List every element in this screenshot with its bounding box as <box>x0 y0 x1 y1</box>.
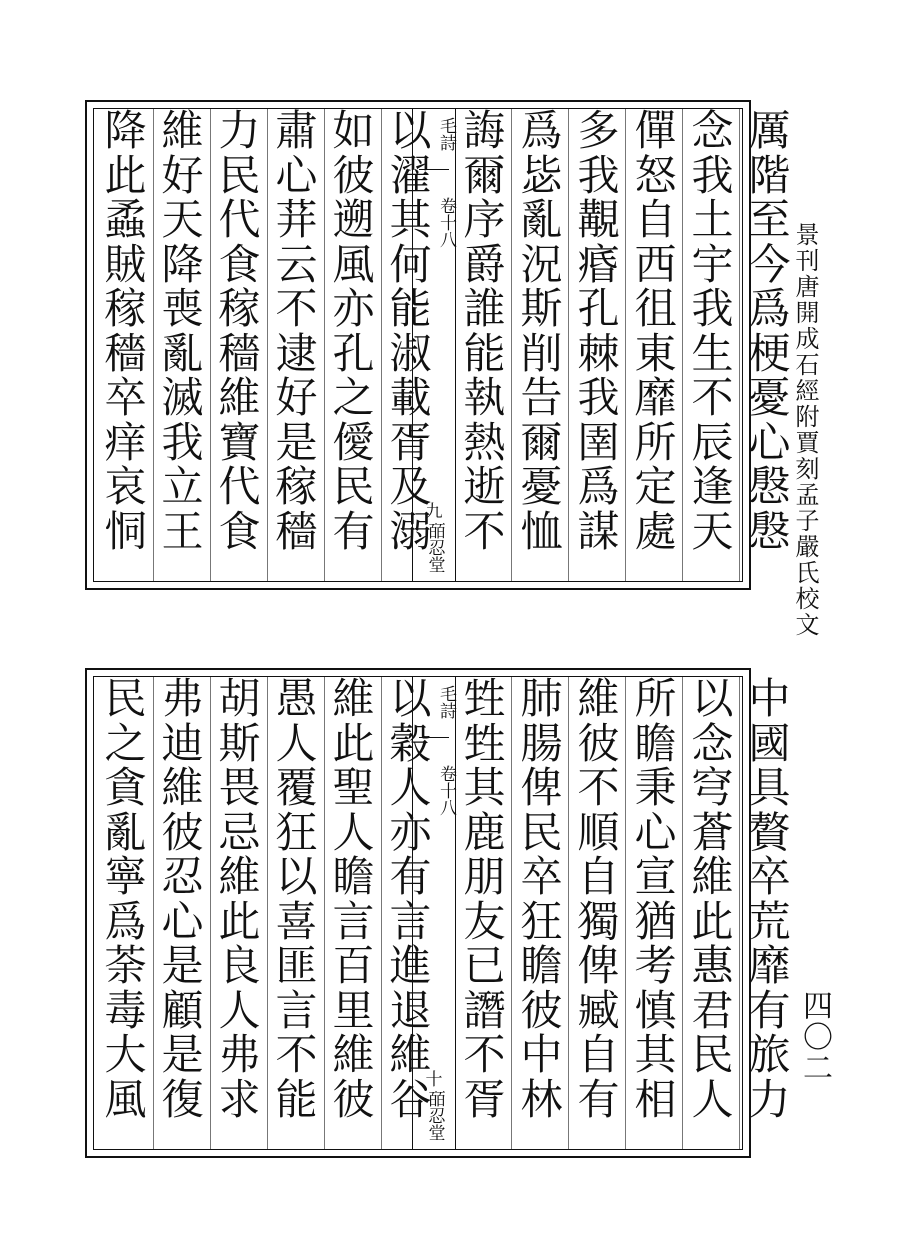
glyph: 所 <box>634 417 677 467</box>
bottom-left-column-6 <box>97 674 154 1149</box>
glyph: 彼 <box>332 1074 375 1124</box>
glyph: 稼 <box>104 284 147 333</box>
glyph: 愚 <box>275 674 318 723</box>
column-divider <box>324 677 325 1149</box>
top-left-column-4 <box>211 106 268 581</box>
column-divider <box>267 677 268 1149</box>
glyph: 告 <box>520 373 563 422</box>
glyph: 人 <box>332 807 375 857</box>
glyph: 毖 <box>520 150 563 200</box>
glyph: 僾 <box>332 417 375 467</box>
glyph: 維 <box>161 763 204 812</box>
glyph: 順 <box>577 807 620 857</box>
glyph: 靡 <box>748 941 791 990</box>
glyph: 天 <box>691 506 734 556</box>
glyph: 胡 <box>218 674 261 723</box>
glyph: 維 <box>218 852 261 901</box>
glyph: 削 <box>520 328 563 378</box>
glyph: 多 <box>577 106 620 155</box>
glyph: 狂 <box>275 807 318 857</box>
glyph: 俾 <box>577 941 620 990</box>
glyph: 良 <box>218 941 261 990</box>
glyph: 心 <box>161 896 204 946</box>
top-heart-studio: 皕忍堂 <box>424 522 445 573</box>
glyph: 王 <box>161 506 204 556</box>
glyph: 亂 <box>104 807 147 857</box>
bottom-heart-studio: 皕忍堂 <box>424 1090 445 1141</box>
glyph: 何 <box>389 239 432 289</box>
glyph: 慎 <box>634 985 677 1035</box>
glyph: 人 <box>218 985 261 1035</box>
glyph: 爾 <box>463 150 506 200</box>
glyph: 逢 <box>691 462 734 511</box>
glyph: 恫 <box>104 506 147 556</box>
glyph: 維 <box>389 1030 432 1079</box>
glyph: 瞻 <box>332 852 375 901</box>
top-left-column-6 <box>97 106 154 581</box>
glyph: 好 <box>161 150 204 200</box>
glyph: 言 <box>389 896 432 946</box>
glyph: 風 <box>332 239 375 289</box>
glyph: 斯 <box>520 284 563 333</box>
glyph: 痻 <box>577 239 620 289</box>
top-text-frame <box>93 106 791 582</box>
glyph: 熱 <box>463 417 506 467</box>
glyph: 忍 <box>161 852 204 901</box>
glyph: 逝 <box>463 462 506 511</box>
glyph: 自 <box>577 852 620 901</box>
bottom-left-column-4 <box>211 674 268 1149</box>
glyph: 維 <box>332 674 375 723</box>
column-divider <box>210 677 211 1149</box>
glyph: 忌 <box>218 807 261 857</box>
glyph: 念 <box>691 106 734 155</box>
top-right-column-5 <box>513 106 570 581</box>
side-title: 景刊唐開成石經附賈刻孟子嚴氏校文 <box>791 222 819 638</box>
glyph: 爲 <box>104 896 147 946</box>
glyph: 弗 <box>218 1030 261 1079</box>
glyph: 彼 <box>161 807 204 857</box>
glyph: 爵 <box>463 239 506 289</box>
glyph: 載 <box>389 373 432 422</box>
bottom-right-column-3 <box>627 674 684 1149</box>
glyph: 穡 <box>104 328 147 378</box>
glyph: 以 <box>275 852 318 901</box>
glyph: 賊 <box>104 239 147 289</box>
glyph: 貪 <box>104 763 147 812</box>
bottom-left-column-1 <box>382 674 439 1149</box>
glyph: 斯 <box>218 718 261 768</box>
glyph: 瞻 <box>634 718 677 768</box>
glyph: 代 <box>218 195 261 244</box>
bottom-page-panel <box>85 668 791 1158</box>
glyph: 穡 <box>275 506 318 556</box>
glyph: 惠 <box>691 941 734 990</box>
glyph: 瞻 <box>520 941 563 990</box>
glyph: 彼 <box>332 150 375 200</box>
glyph: 自 <box>634 195 677 244</box>
glyph: 維 <box>161 106 204 155</box>
glyph: 逮 <box>275 328 318 378</box>
glyph: 我 <box>691 150 734 200</box>
glyph: 維 <box>332 1030 375 1079</box>
glyph: 淑 <box>389 328 432 378</box>
bottom-heart-leaf: 十 <box>425 1070 443 1090</box>
glyph: 我 <box>577 150 620 200</box>
glyph: 食 <box>218 239 261 289</box>
glyph: 以 <box>389 674 432 723</box>
top-page-panel <box>85 100 791 590</box>
glyph: 此 <box>332 718 375 768</box>
glyph: 代 <box>218 462 261 511</box>
glyph: 亂 <box>520 195 563 244</box>
glyph: 考 <box>634 941 677 990</box>
glyph: 弗 <box>161 674 204 723</box>
bottom-text-frame <box>93 674 791 1150</box>
glyph: 厲 <box>748 106 791 155</box>
glyph: 人 <box>691 1074 734 1124</box>
glyph: 有 <box>389 852 432 901</box>
glyph: 定 <box>634 462 677 511</box>
glyph: 降 <box>104 106 147 155</box>
glyph: 孔 <box>332 328 375 378</box>
glyph: 好 <box>275 373 318 422</box>
glyph: 棘 <box>577 328 620 378</box>
glyph: 民 <box>691 1030 734 1079</box>
glyph: 荼 <box>104 941 147 990</box>
glyph: 具 <box>748 763 791 812</box>
glyph: 迪 <box>161 718 204 768</box>
glyph: 亦 <box>332 284 375 333</box>
glyph: 喪 <box>161 284 204 333</box>
glyph: 聖 <box>332 763 375 812</box>
glyph: 處 <box>634 506 677 556</box>
column-divider <box>153 109 154 581</box>
glyph: 能 <box>275 1074 318 1124</box>
glyph: 喜 <box>275 896 318 946</box>
glyph: 亦 <box>389 807 432 857</box>
glyph: 穡 <box>218 328 261 378</box>
glyph: 彼 <box>520 985 563 1035</box>
glyph: 有 <box>577 1074 620 1124</box>
glyph: 君 <box>691 985 734 1035</box>
glyph: 宣 <box>634 852 677 901</box>
glyph: 今 <box>748 239 791 289</box>
glyph: 胥 <box>463 1074 506 1124</box>
top-right-column-1 <box>741 106 798 581</box>
glyph: 中 <box>520 1030 563 1079</box>
glyph: 之 <box>332 373 375 422</box>
glyph: 是 <box>161 1030 204 1079</box>
glyph: 其 <box>634 1030 677 1079</box>
glyph: 中 <box>748 674 791 723</box>
glyph: 至 <box>748 195 791 244</box>
glyph: 爲 <box>748 284 791 333</box>
top-right-column-2 <box>684 106 741 581</box>
top-right-column-3 <box>627 106 684 581</box>
glyph: 求 <box>218 1074 261 1124</box>
glyph: 心 <box>275 150 318 200</box>
glyph: 力 <box>748 1074 791 1124</box>
column-divider <box>381 109 382 581</box>
glyph: 甡 <box>463 718 506 768</box>
top-right-column-4 <box>570 106 627 581</box>
glyph: 以 <box>691 674 734 723</box>
glyph: 甡 <box>463 674 506 723</box>
glyph: 維 <box>691 852 734 901</box>
glyph: 卒 <box>748 852 791 901</box>
glyph: 之 <box>104 718 147 768</box>
glyph: 人 <box>275 718 318 768</box>
page-number: 四〇二 <box>797 990 832 1083</box>
glyph: 是 <box>275 417 318 467</box>
glyph: 立 <box>161 462 204 511</box>
glyph: 稼 <box>218 284 261 333</box>
glyph: 進 <box>389 941 432 990</box>
glyph: 退 <box>389 985 432 1035</box>
glyph: 鹿 <box>463 807 506 857</box>
glyph: 憂 <box>520 462 563 511</box>
glyph: 言 <box>332 896 375 946</box>
glyph: 恤 <box>520 506 563 556</box>
glyph: 土 <box>691 195 734 244</box>
glyph: 西 <box>634 239 677 289</box>
glyph: 徂 <box>634 284 677 333</box>
glyph: 人 <box>389 763 432 812</box>
glyph: 爲 <box>577 462 620 511</box>
glyph: 慇 <box>748 506 791 556</box>
glyph: 不 <box>691 373 734 422</box>
glyph: 覆 <box>275 763 318 812</box>
bottom-right-column-1 <box>741 674 798 1149</box>
glyph: 彼 <box>577 718 620 768</box>
glyph: 慇 <box>748 462 791 511</box>
glyph: 肺 <box>520 674 563 723</box>
glyph: 卒 <box>104 373 147 422</box>
glyph: 荓 <box>275 195 318 244</box>
top-heart-volume: 卷十八 <box>436 197 456 248</box>
bottom-left-column-5 <box>154 674 211 1149</box>
glyph: 如 <box>332 106 375 155</box>
glyph: 荒 <box>748 896 791 946</box>
top-heart-leaf: 九 <box>425 502 443 522</box>
glyph: 我 <box>161 417 204 467</box>
column-divider <box>210 109 211 581</box>
glyph: 不 <box>275 284 318 333</box>
column-divider <box>267 109 268 581</box>
glyph: 譖 <box>463 985 506 1035</box>
glyph: 其 <box>463 763 506 812</box>
glyph: 里 <box>332 985 375 1035</box>
glyph: 痒 <box>104 417 147 467</box>
glyph: 靡 <box>634 373 677 422</box>
glyph: 生 <box>691 328 734 378</box>
glyph: 執 <box>463 373 506 422</box>
glyph: 毒 <box>104 985 147 1035</box>
glyph: 蒼 <box>691 807 734 857</box>
glyph: 天 <box>161 195 204 244</box>
top-left-column-3 <box>268 106 325 581</box>
glyph: 穀 <box>389 718 432 768</box>
glyph: 東 <box>634 328 677 378</box>
glyph: 肅 <box>275 106 318 155</box>
glyph: 風 <box>104 1074 147 1124</box>
glyph: 所 <box>634 674 677 723</box>
glyph: 不 <box>577 763 620 812</box>
glyph: 卒 <box>520 852 563 901</box>
glyph: 濯 <box>389 150 432 200</box>
glyph: 遡 <box>332 195 375 244</box>
glyph: 覯 <box>577 195 620 244</box>
glyph: 秉 <box>634 763 677 812</box>
bottom-right-column-2 <box>684 674 741 1149</box>
glyph: 國 <box>748 718 791 768</box>
bottom-left-column-3 <box>268 674 325 1149</box>
top-right-column-6 <box>456 106 513 581</box>
top-left-column-1 <box>382 106 439 581</box>
glyph: 溺 <box>389 506 432 556</box>
bottom-right-column-5 <box>513 674 570 1149</box>
bottom-heart-book: 毛詩 <box>436 685 456 719</box>
glyph: 穹 <box>691 763 734 812</box>
glyph: 圉 <box>577 417 620 467</box>
glyph: 亂 <box>161 328 204 378</box>
column-divider <box>381 677 382 1149</box>
glyph: 及 <box>389 462 432 511</box>
glyph: 宇 <box>691 239 734 289</box>
glyph: 序 <box>463 195 506 244</box>
glyph: 匪 <box>275 941 318 990</box>
top-left-column-5 <box>154 106 211 581</box>
glyph: 能 <box>463 328 506 378</box>
glyph: 臧 <box>577 985 620 1035</box>
top-heart-book: 毛詩 <box>436 117 456 151</box>
glyph: 以 <box>389 106 432 155</box>
glyph: 維 <box>218 373 261 422</box>
glyph: 滅 <box>161 373 204 422</box>
glyph: 爲 <box>520 106 563 155</box>
glyph: 已 <box>463 941 506 990</box>
glyph: 相 <box>634 1074 677 1124</box>
glyph: 友 <box>463 896 506 946</box>
glyph: 不 <box>463 1030 506 1079</box>
glyph: 我 <box>691 284 734 333</box>
glyph: 哀 <box>104 462 147 511</box>
glyph: 旅 <box>748 1030 791 1079</box>
glyph: 能 <box>389 284 432 333</box>
glyph: 維 <box>577 674 620 723</box>
glyph: 獨 <box>577 896 620 946</box>
glyph: 谷 <box>389 1074 432 1124</box>
glyph: 是 <box>161 941 204 990</box>
glyph: 食 <box>218 506 261 556</box>
glyph: 胥 <box>389 417 432 467</box>
glyph: 孔 <box>577 284 620 333</box>
glyph: 民 <box>104 674 147 723</box>
glyph: 民 <box>218 150 261 200</box>
glyph: 謀 <box>577 506 620 556</box>
glyph: 有 <box>748 985 791 1035</box>
glyph: 心 <box>748 417 791 467</box>
glyph: 狂 <box>520 896 563 946</box>
glyph: 力 <box>218 106 261 155</box>
glyph: 百 <box>332 941 375 990</box>
glyph: 蟊 <box>104 195 147 244</box>
glyph: 有 <box>332 506 375 556</box>
glyph: 況 <box>520 239 563 289</box>
glyph: 此 <box>218 896 261 946</box>
glyph: 誰 <box>463 284 506 333</box>
glyph: 不 <box>463 506 506 556</box>
glyph: 心 <box>634 807 677 857</box>
glyph: 憂 <box>748 373 791 422</box>
glyph: 民 <box>332 462 375 511</box>
glyph: 降 <box>161 239 204 289</box>
glyph: 言 <box>275 985 318 1035</box>
bottom-heart-volume: 卷十八 <box>436 765 456 816</box>
bottom-right-column-4 <box>570 674 627 1149</box>
glyph: 復 <box>161 1074 204 1124</box>
glyph: 顧 <box>161 985 204 1035</box>
top-left-column-2 <box>325 106 382 581</box>
glyph: 誨 <box>463 106 506 155</box>
glyph: 寶 <box>218 417 261 467</box>
glyph: 辰 <box>691 417 734 467</box>
glyph: 不 <box>275 1030 318 1079</box>
glyph: 林 <box>520 1074 563 1124</box>
glyph: 此 <box>104 150 147 200</box>
glyph: 念 <box>691 718 734 768</box>
glyph: 階 <box>748 150 791 200</box>
glyph: 民 <box>520 807 563 857</box>
glyph: 怒 <box>634 150 677 200</box>
glyph: 梗 <box>748 328 791 378</box>
glyph: 僤 <box>634 106 677 155</box>
glyph: 俾 <box>520 763 563 812</box>
column-divider <box>324 109 325 581</box>
column-divider <box>153 677 154 1149</box>
glyph: 爾 <box>520 417 563 467</box>
glyph: 贅 <box>748 807 791 857</box>
glyph: 朋 <box>463 852 506 901</box>
glyph: 云 <box>275 239 318 289</box>
glyph: 稼 <box>275 462 318 511</box>
glyph: 自 <box>577 1030 620 1079</box>
glyph: 猶 <box>634 896 677 946</box>
bottom-left-column-2 <box>325 674 382 1149</box>
glyph: 此 <box>691 896 734 946</box>
glyph: 畏 <box>218 763 261 812</box>
glyph: 其 <box>389 195 432 244</box>
glyph: 寧 <box>104 852 147 901</box>
glyph: 大 <box>104 1030 147 1079</box>
bottom-right-column-6 <box>456 674 513 1149</box>
glyph: 腸 <box>520 718 563 768</box>
glyph: 我 <box>577 373 620 422</box>
